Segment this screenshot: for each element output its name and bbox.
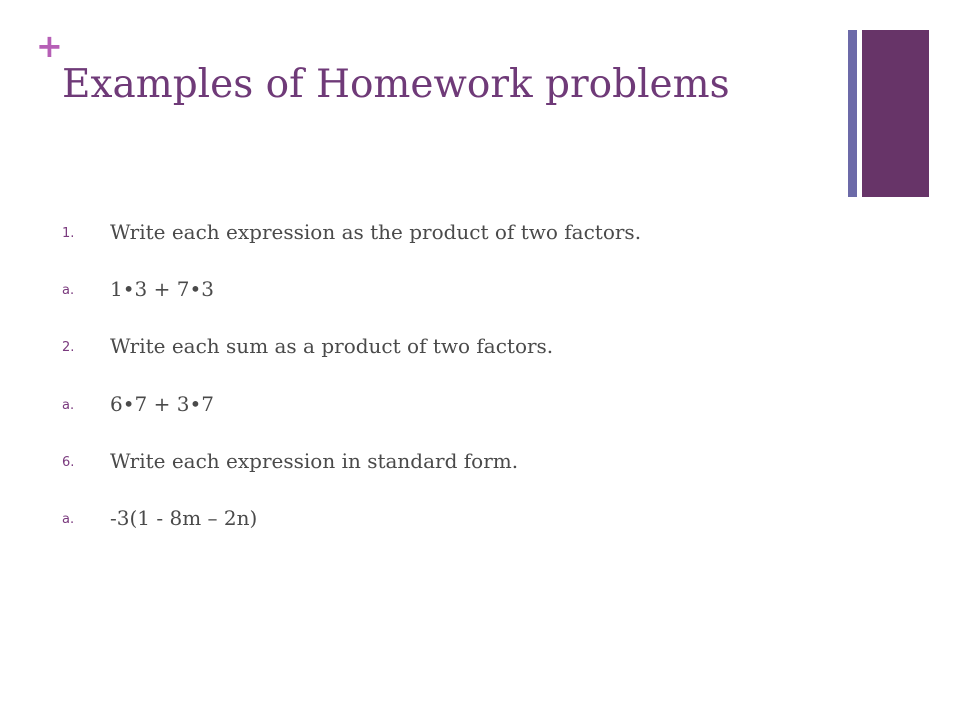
list-marker: 6. [62,455,75,470]
list-item [62,218,822,248]
list-item-text: Write each expression in standard form. [110,449,519,473]
list-marker: a. [62,512,75,527]
list-item [62,447,822,477]
slide-title: Examples of Homework problems [62,62,730,107]
list-item-text: Write each sum as a product of two factors. [110,334,554,358]
list-item [62,390,822,420]
list-marker: 1. [62,226,75,241]
list-item-text: 6•7 + 3•7 [110,392,214,416]
list-item-text: Write each expression as the product of two factors. [110,220,642,244]
plus-icon: + [36,27,63,65]
list-marker: a. [62,398,75,413]
list-item-text: -3(1 - 8m – 2n) [110,506,258,530]
list-marker: 2. [62,340,75,355]
list-item-text: 1•3 + 7•3 [110,277,214,301]
list-item [62,504,822,534]
list-marker: a. [62,283,75,298]
list-item [62,275,822,305]
list-item [62,332,822,362]
